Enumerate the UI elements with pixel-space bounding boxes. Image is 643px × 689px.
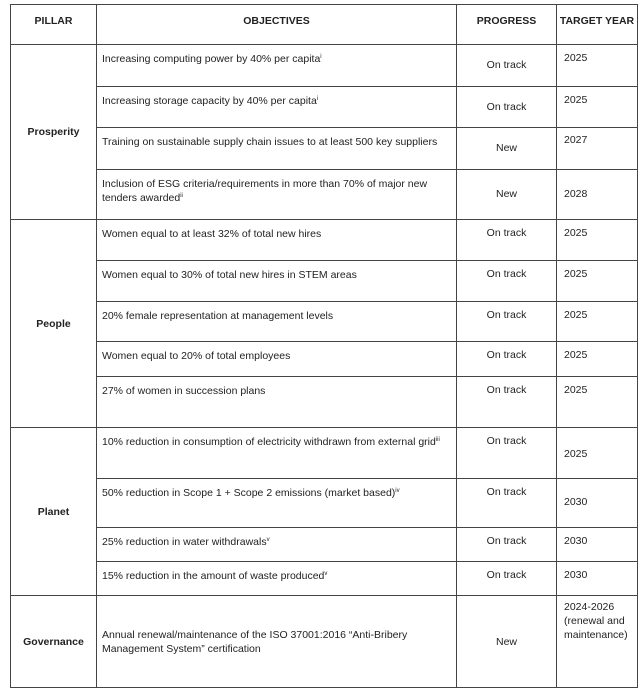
table-row <box>11 302 638 342</box>
objective-cell: Training on sustainable supply chain issues to at least 500 key suppliers <box>97 128 457 170</box>
table-row <box>11 128 638 170</box>
target-year-cell: 2025 <box>557 45 638 87</box>
objective-cell: 15% reduction in the amount of waste produced$^v$ <box>97 562 457 596</box>
pillar-cell: Governance <box>11 596 97 688</box>
target-year-cell: 2027 <box>557 128 638 170</box>
objective-cell: 25% reduction in water withdrawals$^v$ <box>97 528 457 562</box>
table-row <box>11 45 638 87</box>
progress-cell: On track <box>457 562 557 596</box>
header-target-year: TARGET YEAR <box>557 5 638 45</box>
target-year-cell: 2025 <box>557 377 638 428</box>
objective-cell: 20% female representation at management levels <box>97 302 457 342</box>
table-row <box>11 170 638 220</box>
objective-cell: Increasing computing power by 40% per capita$^i$ <box>97 45 457 87</box>
progress-cell: On track <box>457 528 557 562</box>
table-row <box>11 596 638 688</box>
table-row <box>11 377 638 428</box>
progress-cell: On track <box>457 342 557 377</box>
table-row <box>11 562 638 596</box>
target-year-cell: 2025 <box>557 302 638 342</box>
header-progress: PROGRESS <box>457 5 557 45</box>
objective-cell: Increasing storage capacity by 40% per capita$^i$ <box>97 87 457 128</box>
table-row <box>11 479 638 528</box>
objective-cell: Annual renewal/maintenance of the ISO 37001:2016 “Anti-Bribery Management System” certification <box>97 596 457 688</box>
objective-cell: Inclusion of ESG criteria/requirements in more than 70% of major new tenders awarded$^{ii}$ <box>97 170 457 220</box>
target-year-cell: 2030 <box>557 528 638 562</box>
header-pillar: PILLAR <box>11 5 97 45</box>
pillar-cell: Planet <box>11 428 97 596</box>
progress-cell: On track <box>457 261 557 302</box>
objectives-table <box>10 4 638 688</box>
target-year-cell: 2028 <box>557 170 638 220</box>
table-row <box>11 261 638 302</box>
target-year-cell: 2024-2026 (renewal and maintenance) <box>557 596 638 688</box>
objective-cell: Women equal to 30% of total new hires in STEM areas <box>97 261 457 302</box>
target-year-cell: 2025 <box>557 342 638 377</box>
table-row <box>11 87 638 128</box>
objective-cell: 27% of women in succession plans <box>97 377 457 428</box>
target-year-cell: 2025 <box>557 428 638 479</box>
target-year-cell: 2025 <box>557 87 638 128</box>
progress-cell: On track <box>457 377 557 428</box>
table-row <box>11 342 638 377</box>
target-year-cell: 2030 <box>557 562 638 596</box>
pillar-cell: People <box>11 220 97 428</box>
progress-cell: On track <box>457 428 557 479</box>
progress-cell: On track <box>457 45 557 87</box>
target-year-cell: 2025 <box>557 261 638 302</box>
table-row <box>11 428 638 479</box>
objective-cell: Women equal to 20% of total employees <box>97 342 457 377</box>
table-row <box>11 220 638 261</box>
table-row <box>11 528 638 562</box>
objective-cell: 10% reduction in consumption of electricity withdrawn from external grid$^{iii}$ <box>97 428 457 479</box>
progress-cell: New <box>457 596 557 688</box>
header-objectives: OBJECTIVES <box>97 5 457 45</box>
objective-cell: Women equal to at least 32% of total new hires <box>97 220 457 261</box>
header-row <box>11 5 638 45</box>
progress-cell: On track <box>457 220 557 261</box>
progress-cell: New <box>457 128 557 170</box>
target-year-cell: 2025 <box>557 220 638 261</box>
progress-cell: On track <box>457 302 557 342</box>
progress-cell: On track <box>457 479 557 528</box>
progress-cell: On track <box>457 87 557 128</box>
progress-cell: New <box>457 170 557 220</box>
objective-cell: 50% reduction in Scope 1 + Scope 2 emissions (market based)$^{iv}$ <box>97 479 457 528</box>
pillar-cell: Prosperity <box>11 45 97 220</box>
target-year-cell: 2030 <box>557 479 638 528</box>
